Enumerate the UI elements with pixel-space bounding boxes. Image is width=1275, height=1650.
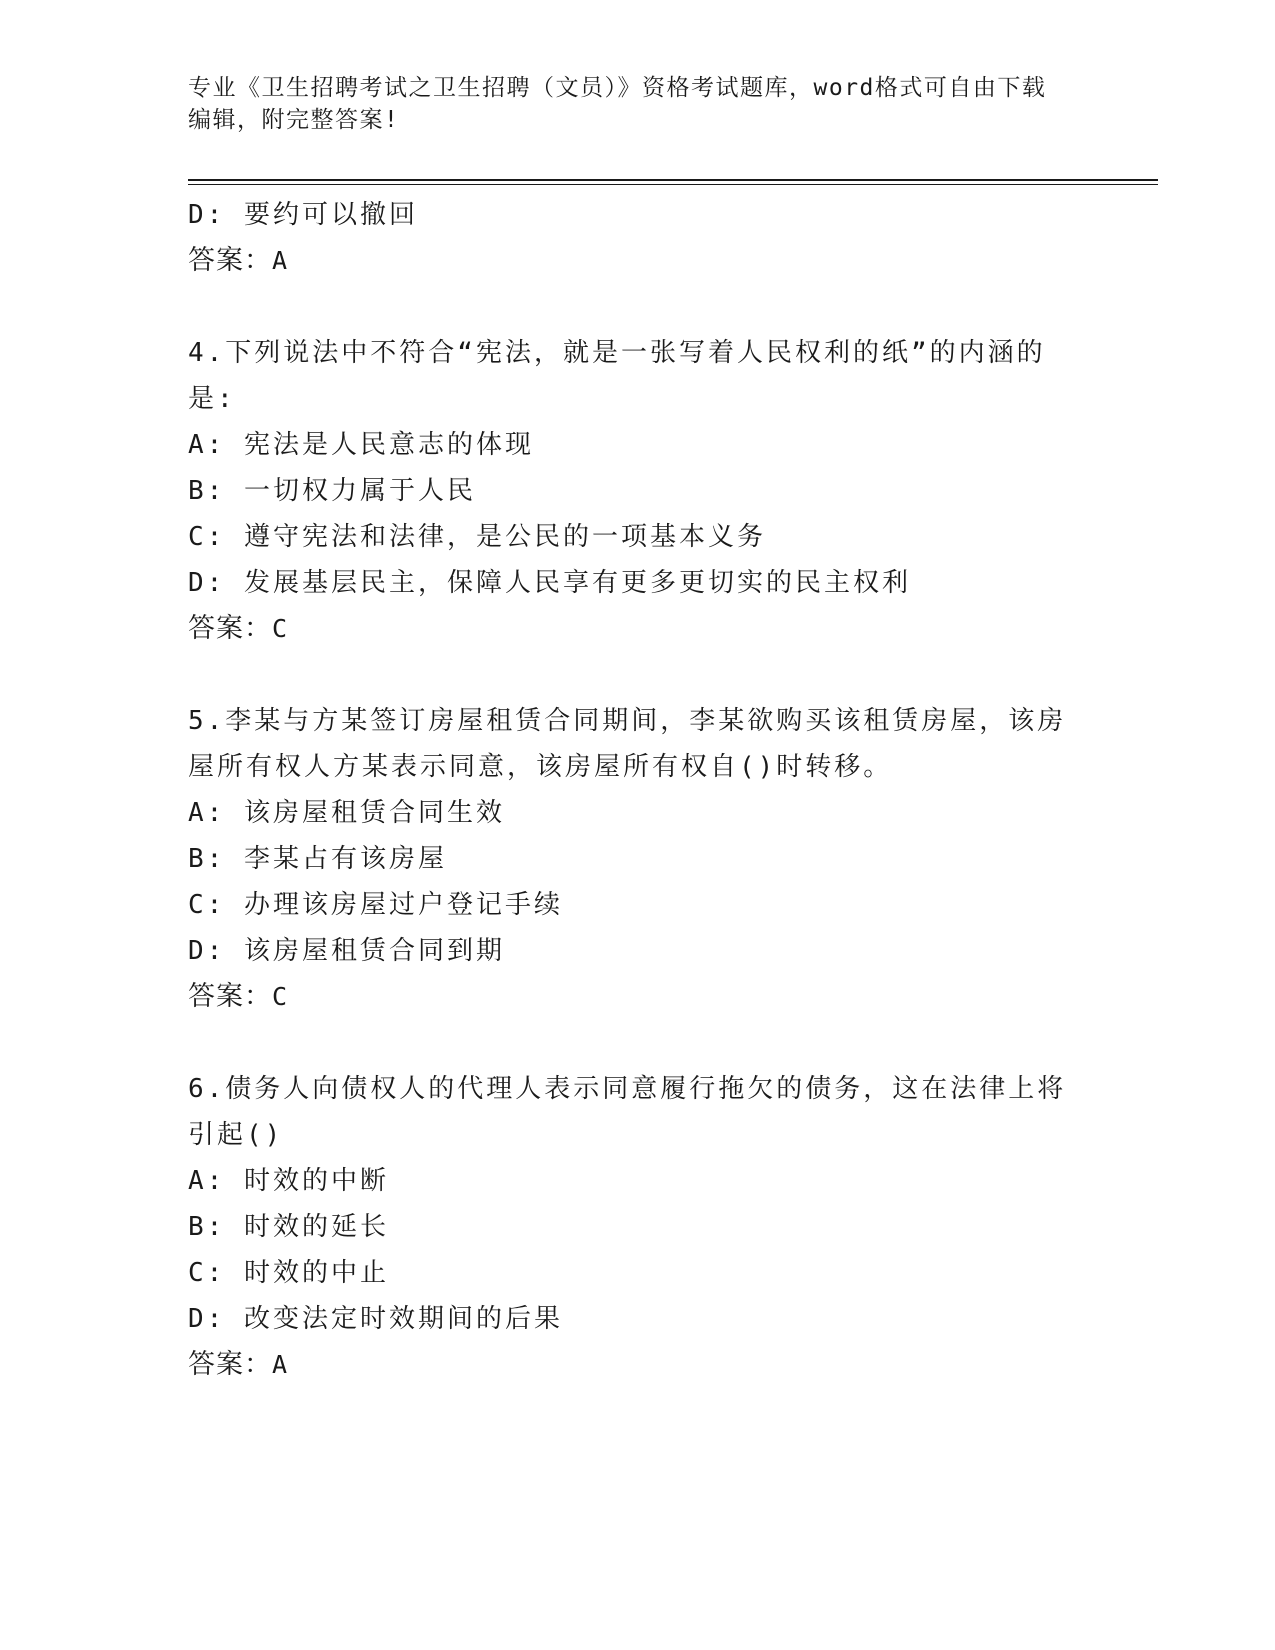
- answer-letter: C: [272, 982, 289, 1011]
- question-4-option-a: A: 宪法是人民意志的体现: [188, 430, 534, 460]
- prev-question-option-d: D: 要约可以撤回: [188, 200, 418, 230]
- header-line-2: 编辑，附完整答案!: [188, 107, 400, 133]
- question-6-stem-line-1: 6.债务人向债权人的代理人表示同意履行拖欠的债务，这在法律上将: [188, 1074, 1067, 1104]
- spacer: [188, 284, 1088, 330]
- header-rule-thick: [188, 179, 1158, 181]
- question-5-option-d: D: 该房屋租赁合同到期: [188, 936, 505, 966]
- question-content: [188, 192, 1088, 1388]
- answer-prefix: 答案：: [188, 245, 272, 276]
- question-5-option-a: A: 该房屋租赁合同生效: [188, 798, 505, 828]
- question-5-option-b: B: 李某占有该房屋: [188, 844, 447, 874]
- spacer: [188, 1020, 1088, 1066]
- header-line-1: 专业《卫生招聘考试之卫生招聘（文员）》资格考试题库，word格式可自由下载: [188, 75, 1047, 101]
- answer-prefix: 答案：: [188, 613, 272, 644]
- question-4-stem-line-2: 是:: [188, 384, 236, 414]
- question-5-answer: [188, 974, 1088, 1020]
- question-4-answer: [188, 606, 1088, 652]
- question-6-option-a: A: 时效的中断: [188, 1166, 389, 1196]
- question-5-stem-line-1: 5.李某与方某签订房屋租赁合同期间，李某欲购买该租赁房屋，该房: [188, 706, 1067, 736]
- question-6-stem-line-2: 引起(): [188, 1120, 284, 1150]
- answer-prefix: 答案：: [188, 981, 272, 1012]
- question-4-option-b: B: 一切权力属于人民: [188, 476, 476, 506]
- answer-letter: C: [272, 614, 289, 643]
- answer-prefix: 答案：: [188, 1349, 272, 1380]
- answer-letter: A: [272, 246, 289, 275]
- question-4-option-d: D: 发展基层民主，保障人民享有更多更切实的民主权利: [188, 568, 911, 598]
- spacer: [188, 652, 1088, 698]
- question-6-option-d: D: 改变法定时效期间的后果: [188, 1304, 563, 1334]
- question-6-option-b: B: 时效的延长: [188, 1212, 389, 1242]
- question-6-answer: [188, 1342, 1088, 1388]
- prev-question-answer: [188, 238, 1088, 284]
- question-4-stem-line-1: 4.下列说法中不符合“宪法，就是一张写着人民权利的纸”的内涵的: [188, 338, 1046, 368]
- page-header: [188, 72, 1088, 136]
- question-4-option-c: C: 遵守宪法和法律，是公民的一项基本义务: [188, 522, 766, 552]
- question-6-option-c: C: 时效的中止: [188, 1258, 389, 1288]
- question-5-option-c: C: 办理该房屋过户登记手续: [188, 890, 563, 920]
- answer-letter: A: [272, 1350, 289, 1379]
- header-rule-thin: [188, 184, 1158, 185]
- question-5-stem-line-2: 屋所有权人方某表示同意，该房屋所有权自()时转移。: [188, 752, 893, 782]
